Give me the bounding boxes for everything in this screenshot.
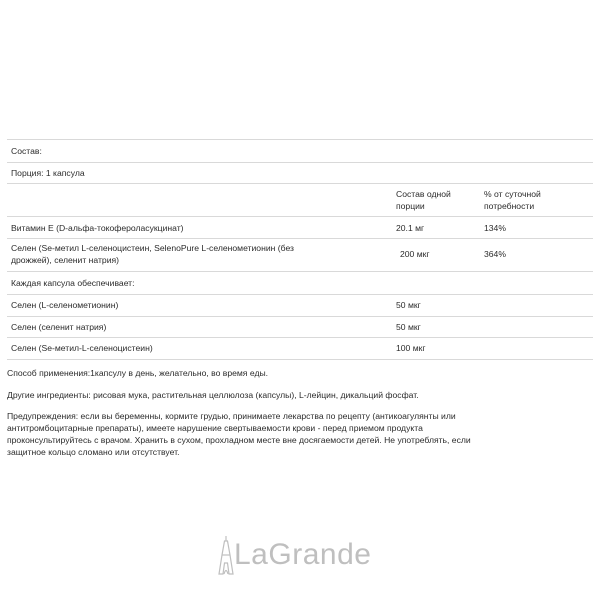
row-selenium-name-line1: Селен (Se-метил L-селеноцистеин, SelenoPure L-селенометионин (без (11, 243, 294, 253)
row-selenium-name-line2: дрожжей), селенит натрия) (11, 255, 120, 265)
capsule-row-name: Селен (Se-метил-L-селеноцистеин) (11, 343, 153, 353)
watermark-text: LaGrande (234, 538, 372, 571)
header-dv-line1: % от суточной (484, 189, 541, 199)
capsule-row-name: Селен (L-селенометионин) (11, 300, 119, 310)
divider (7, 271, 593, 272)
row-selenium-amount: 200 мкг (400, 249, 430, 259)
divider (7, 216, 593, 217)
divider (7, 238, 593, 239)
capsule-row-amount: 50 мкг (396, 300, 421, 310)
divider (7, 294, 593, 295)
eiffel-tower-icon (218, 535, 234, 575)
composition-label: Состав: (11, 146, 42, 156)
divider (7, 316, 593, 317)
row-selenium-dv: 364% (484, 249, 506, 259)
usage-text: Способ применения:1капсулу в день, желательно, во время еды. (7, 368, 269, 378)
divider (7, 359, 593, 360)
capsule-row-name: Селен (селенит натрия) (11, 322, 107, 332)
each-capsule-label: Каждая капсула обеспечивает: (11, 278, 135, 288)
other-ingredients-text: Другие ингредиенты: рисовая мука, растительная целлюлоза (капсулы), L-лейцин, дикальций фосфат. (7, 390, 419, 400)
header-dv-line2: потребности (484, 201, 535, 211)
row-vitamin-e-dv: 134% (484, 223, 506, 233)
serving-label: Порция: 1 капсула (11, 168, 85, 178)
divider (7, 183, 593, 184)
capsule-row-amount: 50 мкг (396, 322, 421, 332)
header-amount-line2: порции (396, 201, 425, 211)
warnings-line: проконсультируйтесь с врачом. Хранить в сухом, прохладном месте вне досягаемости детей. Не употреблять, если (7, 435, 471, 445)
divider (7, 139, 593, 140)
row-vitamin-e-name: Витамин Е (D-альфа-токофероласукцинат) (11, 223, 184, 233)
divider (7, 162, 593, 163)
warnings-line: антитромбоцитарные препараты), имеете нарушение свертываемости крови - перед приемом продукта (7, 423, 423, 433)
warnings-line: Предупреждения: если вы беременны, кормите грудью, принимаете лекарства по рецепту (антикоагулянты или (7, 411, 456, 421)
capsule-row-amount: 100 мкг (396, 343, 426, 353)
divider (7, 337, 593, 338)
warnings-line: защитное кольцо сломано или отсутствует. (7, 447, 180, 457)
header-amount-line1: Состав одной (396, 189, 451, 199)
lagrande-watermark (218, 533, 388, 577)
row-vitamin-e-amount: 20.1 мг (396, 223, 425, 233)
